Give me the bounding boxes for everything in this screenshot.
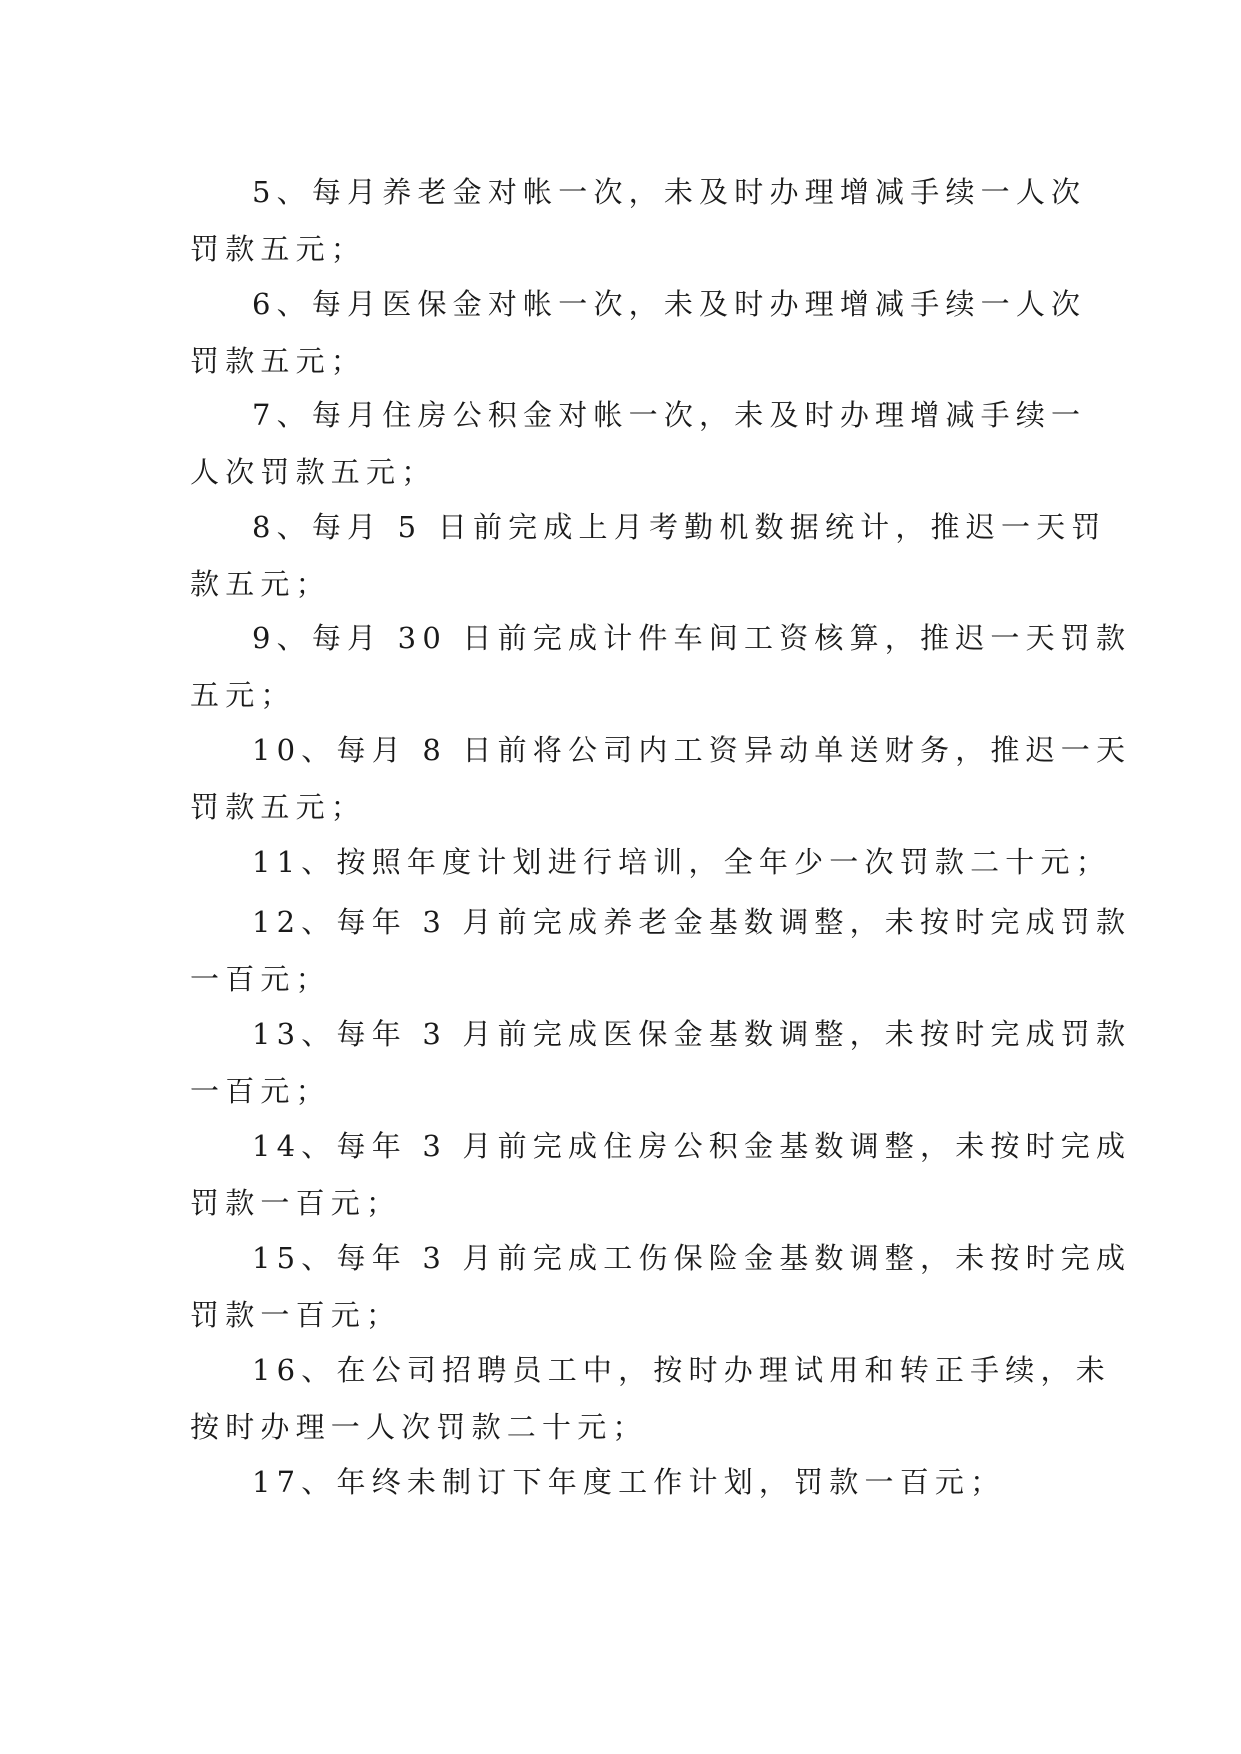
rule-text-line-2: 罚款五元； bbox=[190, 232, 367, 266]
rule-text-line-1: 5、每月养老金对帐一次，未及时办理增减手续一人次 bbox=[252, 175, 1087, 209]
rule-text-line-2: 按时办理一人次罚款二十元； bbox=[190, 1410, 648, 1444]
rule-text-line-2: 款五元； bbox=[190, 567, 331, 601]
rule-text-line-1: 11、按照年度计划进行培训，全年少一次罚款二十元； bbox=[252, 845, 1111, 879]
rule-text-line-2: 一百元； bbox=[190, 1074, 331, 1108]
rule-text-line-1: 17、年终未制订下年度工作计划，罚款一百元； bbox=[252, 1465, 1006, 1499]
rule-text-line-2: 罚款五元； bbox=[190, 790, 367, 824]
rule-text-line-2: 罚款一百元； bbox=[190, 1298, 402, 1332]
rule-text-line-1: 7、每月住房公积金对帐一次，未及时办理增减手续一 bbox=[252, 398, 1087, 432]
rule-text-line-1: 6、每月医保金对帐一次，未及时办理增减手续一人次 bbox=[252, 287, 1087, 321]
rule-text-line-2: 罚款五元； bbox=[190, 344, 367, 378]
rule-text-line-1: 14、每年 3 月前完成住房公积金基数调整，未按时完成 bbox=[252, 1129, 1132, 1163]
rule-text-line-1: 16、在公司招聘员工中，按时办理试用和转正手续，未 bbox=[252, 1353, 1111, 1387]
rule-text-line-1: 12、每年 3 月前完成养老金基数调整，未按时完成罚款 bbox=[252, 905, 1132, 939]
rule-text-line-2: 五元； bbox=[190, 678, 296, 712]
rule-text-line-1: 13、每年 3 月前完成医保金基数调整，未按时完成罚款 bbox=[252, 1017, 1132, 1051]
rule-text-line-2: 罚款一百元； bbox=[190, 1186, 402, 1220]
rule-text-line-2: 人次罚款五元； bbox=[190, 455, 437, 489]
rule-text-line-1: 8、每月 5 日前完成上月考勤机数据统计，推迟一天罚 bbox=[252, 510, 1107, 544]
rule-text-line-2: 一百元； bbox=[190, 962, 331, 996]
rule-text-line-1: 10、每月 8 日前将公司内工资异动单送财务，推迟一天 bbox=[252, 733, 1132, 767]
rule-text-line-1: 9、每月 30 日前完成计件车间工资核算，推迟一天罚款 bbox=[252, 621, 1132, 655]
rule-text-line-1: 15、每年 3 月前完成工伤保险金基数调整，未按时完成 bbox=[252, 1241, 1132, 1275]
